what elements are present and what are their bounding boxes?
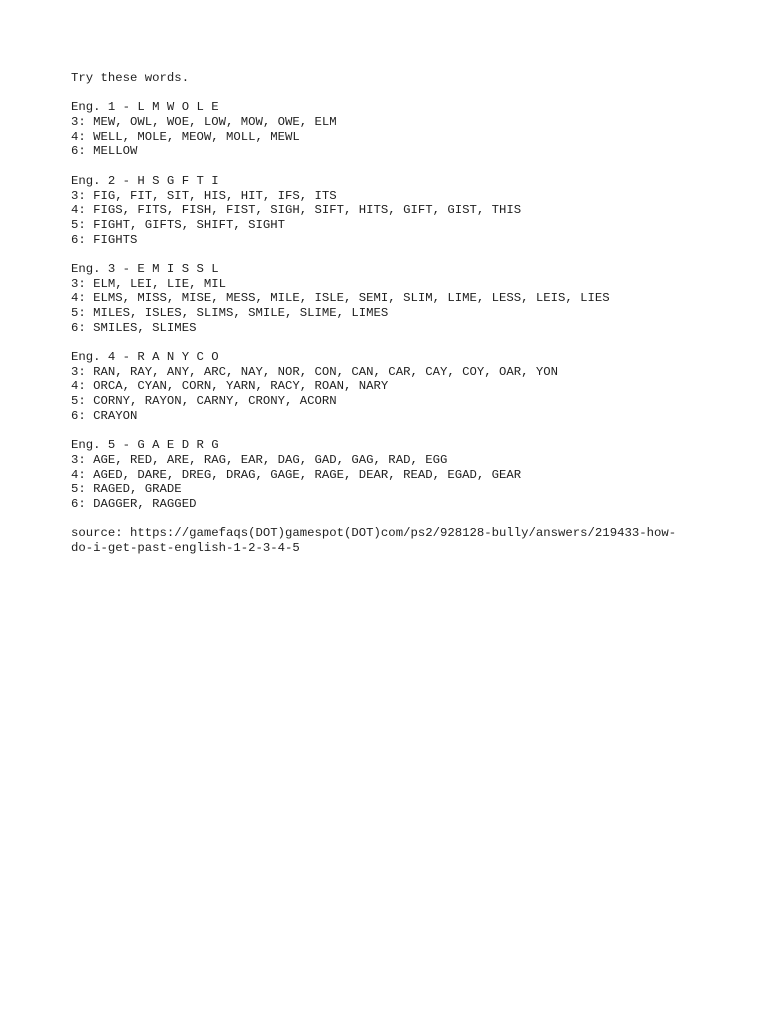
document-page (71, 71, 701, 556)
spacer (71, 247, 701, 262)
puzzle-heading: Eng. 5 - G A E D R G (71, 438, 219, 453)
word-list-line: 6: DAGGER, RAGGED (71, 496, 197, 511)
word-list-line: 5: MILES, ISLES, SLIMS, SMILE, SLIME, LIMES (71, 306, 389, 320)
spacer (71, 86, 701, 101)
word-list-line: 6: SMILES, SLIMES (71, 320, 197, 335)
spacer (71, 159, 701, 174)
word-list-line: 6: FIGHTS (71, 232, 138, 247)
word-list-line: 3: ELM, LEI, LIE, MIL (71, 276, 226, 291)
puzzle-block-4 (71, 350, 701, 423)
word-list-line: 5: RAGED, GRADE (71, 482, 182, 497)
puzzle-block-2 (71, 174, 701, 247)
word-list-line: 6: MELLOW (71, 144, 138, 159)
word-list-line: 4: ORCA, CYAN, CORN, YARN, RACY, ROAN, NARY (71, 379, 389, 394)
puzzle-heading: Eng. 4 - R A N Y C O (71, 350, 219, 365)
intro-text: Try these words. (71, 71, 190, 85)
word-list-line: 5: CORNY, RAYON, CARNY, CRONY, ACORN (71, 394, 337, 409)
puzzle-heading: Eng. 2 - H S G F T I (71, 173, 219, 188)
word-list-line: 3: AGE, RED, ARE, RAG, EAR, DAG, GAD, GAG, RAD, EGG (71, 452, 448, 467)
word-list-line: 6: CRAYON (71, 408, 138, 423)
word-list-line: 3: RAN, RAY, ANY, ARC, NAY, NOR, CON, CAN, CAR, CAY, COY, OAR, YON (71, 364, 559, 379)
puzzle-block-5 (71, 438, 701, 511)
spacer (71, 424, 701, 439)
source-text-line-1: source: https://gamefaqs(DOT)gamespot(DOT)com/ps2/928128-bully/answers/219433-how- (71, 526, 677, 541)
source-text-line-2: do-i-get-past-english-1-2-3-4-5 (71, 541, 300, 555)
puzzle-block-3 (71, 262, 701, 335)
word-list-line: 4: AGED, DARE, DREG, DRAG, GAGE, RAGE, DEAR, READ, EGAD, GEAR (71, 467, 522, 482)
puzzle-block-1 (71, 100, 701, 159)
puzzle-heading: Eng. 3 - E M I S S L (71, 261, 219, 276)
spacer (71, 335, 701, 350)
word-list-line: 3: MEW, OWL, WOE, LOW, MOW, OWE, ELM (71, 115, 337, 130)
word-list-line: 4: ELMS, MISS, MISE, MESS, MILE, ISLE, SEMI, SLIM, LIME, LESS, LEIS, LIES (71, 291, 610, 306)
puzzle-heading: Eng. 1 - L M W O L E (71, 100, 219, 115)
word-list-line: 4: FIGS, FITS, FISH, FIST, SIGH, SIFT, HITS, GIFT, GIST, THIS (71, 203, 522, 218)
word-list-line: 3: FIG, FIT, SIT, HIS, HIT, IFS, ITS (71, 188, 337, 203)
word-list-line: 4: WELL, MOLE, MEOW, MOLL, MEWL (71, 129, 300, 144)
word-list-line: 5: FIGHT, GIFTS, SHIFT, SIGHT (71, 217, 286, 232)
spacer (71, 512, 701, 527)
